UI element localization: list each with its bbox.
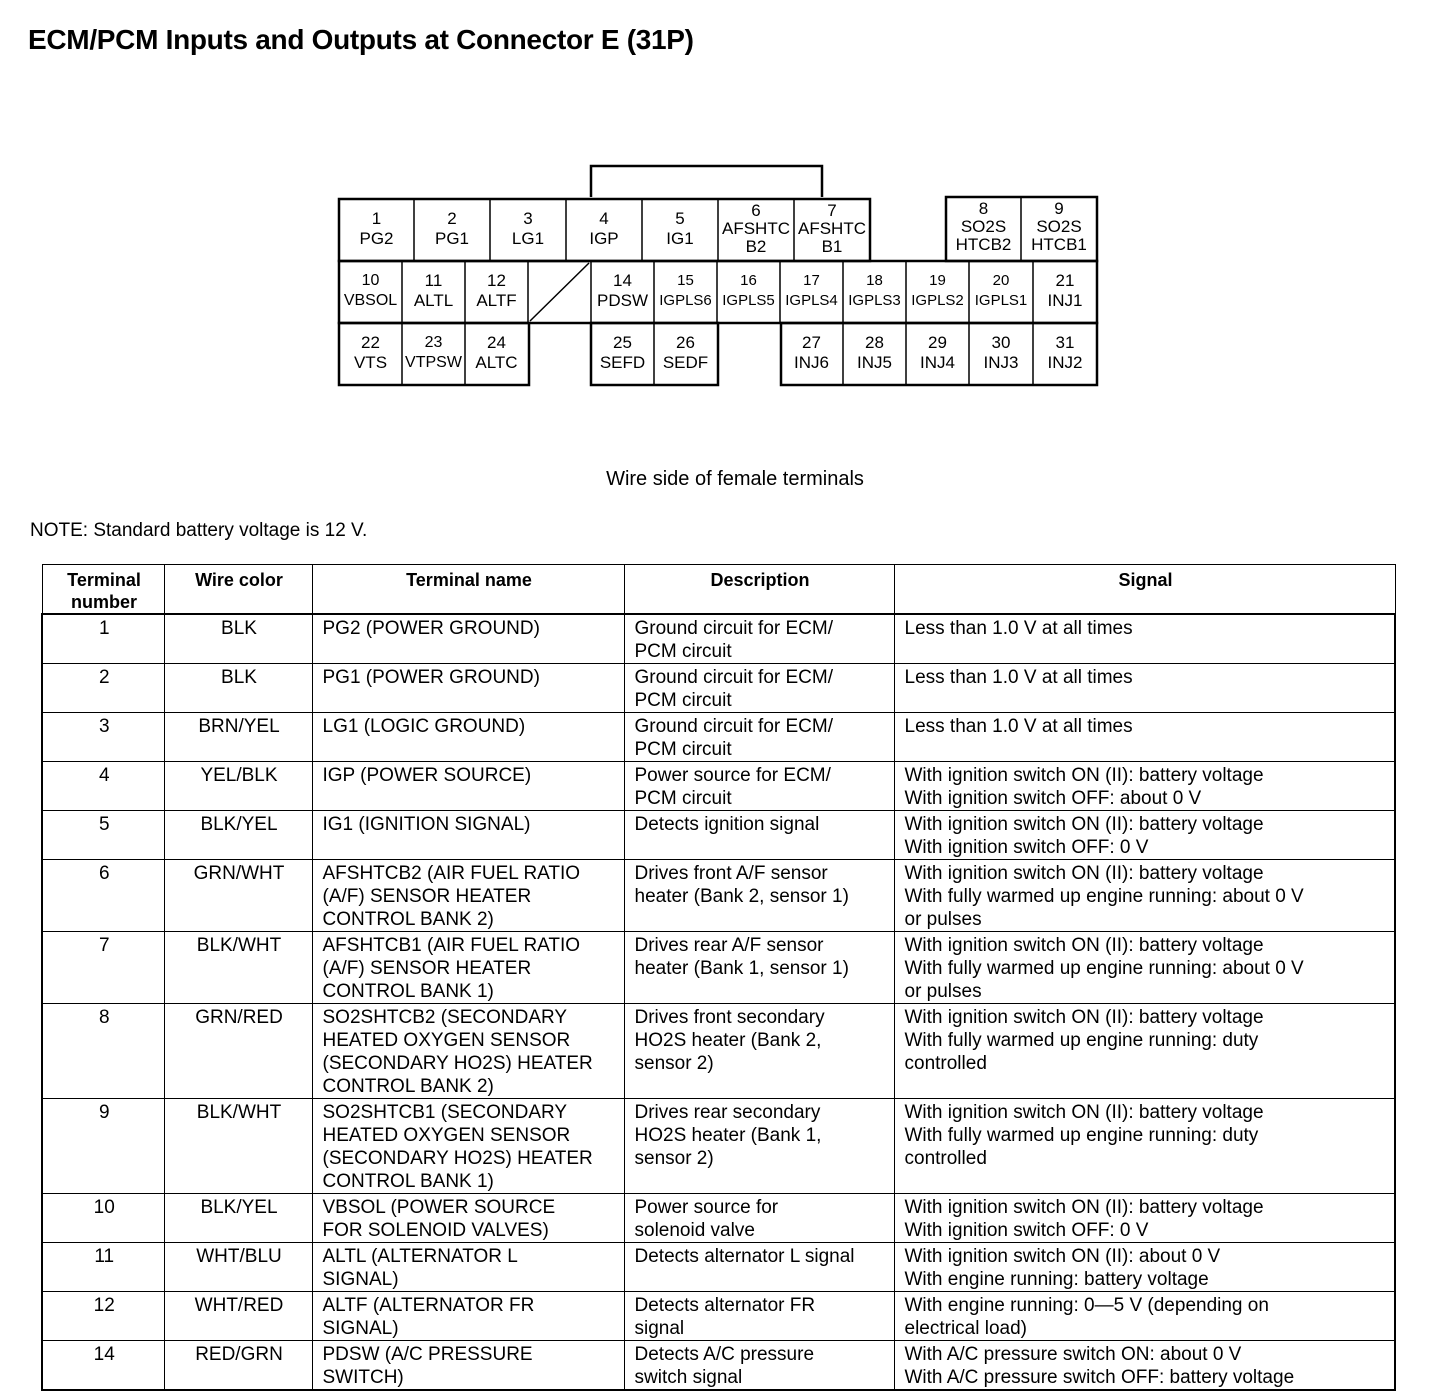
terminal-name-cell: AFSHTCB2 (AIR FUEL RATIO (A/F) SENSOR HEATER CONTROL BANK 2): [312, 860, 624, 932]
table-row: [42, 1341, 1395, 1391]
terminal-signal-table: [41, 564, 1396, 1391]
terminal-number: 23: [424, 334, 443, 351]
terminal-number: 18: [866, 272, 883, 289]
page-title: ECM/PCM Inputs and Outputs at Connector E (31P): [28, 24, 694, 55]
terminal-label: AFSHTC B1: [798, 219, 866, 256]
terminal-label: INJ2: [1047, 353, 1083, 372]
terminal-number-cell: 1: [42, 614, 164, 664]
terminal-number: 7: [827, 201, 837, 220]
terminal-label: INJ3: [983, 353, 1019, 372]
terminal-label: ALTF: [476, 291, 517, 310]
wire-color-cell: BLK/YEL: [164, 1194, 312, 1243]
terminal-label: VTPSW: [405, 354, 462, 371]
description-cell: Drives rear A/F sensor heater (Bank 1, sensor 1): [624, 932, 894, 1004]
terminal-17: [780, 271, 843, 311]
terminal-number-cell: 11: [42, 1243, 164, 1292]
terminal-number: 27: [802, 333, 821, 352]
wire-color-cell: BLK/WHT: [164, 1099, 312, 1194]
terminal-label: IGPLS1: [974, 292, 1028, 309]
terminal-number: 4: [599, 209, 609, 228]
terminal-1: [339, 209, 414, 249]
terminal-name-cell: ALTF (ALTERNATOR FR SIGNAL): [312, 1292, 624, 1341]
signal-cell: With ignition switch ON (II): battery voltage With ignition switch OFF: 0 V: [894, 1194, 1395, 1243]
terminal-31: [1033, 333, 1097, 373]
wire-color-cell: BLK: [164, 614, 312, 664]
signal-cell: With engine running: 0—5 V (depending on electrical load): [894, 1292, 1395, 1341]
terminal-14: [591, 271, 654, 311]
terminal-label: IG1: [666, 229, 694, 248]
terminal-number-cell: 12: [42, 1292, 164, 1341]
terminal-number: 29: [928, 333, 947, 352]
terminal-number: 30: [991, 333, 1011, 352]
terminal-number-cell: 6: [42, 860, 164, 932]
terminal-label: IGPLS5: [722, 292, 775, 309]
terminal-3: [490, 209, 566, 249]
terminal-10: [339, 271, 402, 311]
signal-cell: With ignition switch ON (II): battery voltage With ignition switch OFF: about 0 V: [894, 762, 1395, 811]
table-row: [42, 1292, 1395, 1341]
terminal-number: 8: [978, 199, 989, 218]
terminal-label: SEDF: [662, 353, 709, 372]
terminal-19: [906, 271, 969, 311]
terminal-label: INJ6: [794, 353, 829, 372]
wire-color-cell: BLK/WHT: [164, 932, 312, 1004]
terminal-name-cell: IG1 (IGNITION SIGNAL): [312, 811, 624, 860]
header-signal: Signal: [894, 565, 1395, 615]
signal-cell: With ignition switch ON (II): battery voltage With fully warmed up engine running: duty controlled: [894, 1099, 1395, 1194]
terminal-label: IGPLS4: [785, 292, 838, 309]
header-wire-color: Wire color: [164, 565, 312, 615]
terminal-label: IGPLS2: [911, 292, 964, 309]
terminal-name-cell: PG1 (POWER GROUND): [312, 664, 624, 713]
terminal-label: ALTL: [413, 291, 454, 310]
terminal-number: 14: [613, 271, 632, 290]
description-cell: Power source for ECM/ PCM circuit: [624, 762, 894, 811]
terminal-18: [843, 271, 906, 311]
terminal-number: 6: [751, 201, 761, 220]
description-cell: Drives front A/F sensor heater (Bank 2, sensor 1): [624, 860, 894, 932]
terminal-name-cell: PDSW (A/C PRESSURE SWITCH): [312, 1341, 624, 1391]
description-cell: Ground circuit for ECM/ PCM circuit: [624, 614, 894, 664]
terminal-24: [465, 333, 528, 373]
description-cell: Detects alternator L signal: [624, 1243, 894, 1292]
signal-cell: With A/C pressure switch ON: about 0 V With A/C pressure switch OFF: battery voltage: [894, 1341, 1395, 1391]
terminal-number-cell: 2: [42, 664, 164, 713]
terminal-15: [654, 271, 717, 311]
header-terminal-number: Terminal number: [42, 565, 164, 615]
terminal-label: IGPLS3: [848, 292, 901, 309]
terminal-number: 17: [803, 272, 820, 289]
terminal-number: 28: [865, 333, 884, 352]
terminal-28: [843, 333, 906, 373]
wire-color-cell: RED/GRN: [164, 1341, 312, 1391]
signal-cell: With ignition switch ON (II): battery voltage With fully warmed up engine running: about 0 V or pulses: [894, 932, 1395, 1004]
terminal-label: SO2S HTCB1: [1031, 217, 1087, 254]
description-cell: Detects alternator FR signal: [624, 1292, 894, 1341]
terminal-label: PG1: [434, 229, 470, 248]
terminal-9: [1021, 200, 1097, 254]
terminal-26: [654, 333, 717, 373]
header-terminal-name: Terminal name: [312, 565, 624, 615]
description-cell: Ground circuit for ECM/ PCM circuit: [624, 664, 894, 713]
terminal-23: [402, 333, 465, 373]
terminal-name-cell: AFSHTCB1 (AIR FUEL RATIO (A/F) SENSOR HEATER CONTROL BANK 1): [312, 932, 624, 1004]
table-row: [42, 1243, 1395, 1292]
wire-color-cell: WHT/BLU: [164, 1243, 312, 1292]
table-row: [42, 1004, 1395, 1099]
empty-cavity-mark: [530, 263, 589, 321]
terminal-number: 5: [675, 209, 685, 228]
terminal-number-cell: 14: [42, 1341, 164, 1391]
terminal-label: IGPLS6: [659, 292, 712, 309]
terminal-number-cell: 5: [42, 811, 164, 860]
terminal-11: [402, 271, 465, 311]
terminal-name-cell: LG1 (LOGIC GROUND): [312, 713, 624, 762]
table-header-row: [42, 565, 1395, 615]
wire-color-cell: GRN/WHT: [164, 860, 312, 932]
table-row: [42, 860, 1395, 932]
terminal-label: VTS: [353, 353, 388, 372]
terminal-number: 22: [361, 333, 380, 352]
header-description: Description: [624, 565, 894, 615]
connector-caption: Wire side of female terminals: [606, 468, 864, 490]
signal-cell: With ignition switch ON (II): battery voltage With ignition switch OFF: 0 V: [894, 811, 1395, 860]
terminal-number: 11: [424, 271, 443, 290]
description-cell: Drives rear secondary HO2S heater (Bank 1, sensor 2): [624, 1099, 894, 1194]
terminal-name-cell: SO2SHTCB1 (SECONDARY HEATED OXYGEN SENSOR (SECONDARY HO2S) HEATER CONTROL BANK 1): [312, 1099, 624, 1194]
table-row: [42, 811, 1395, 860]
terminal-number: 25: [613, 333, 632, 352]
terminal-21: [1033, 271, 1097, 311]
signal-cell: Less than 1.0 V at all times: [894, 664, 1395, 713]
wire-color-cell: BRN/YEL: [164, 713, 312, 762]
terminal-number: 26: [676, 333, 695, 352]
terminal-label: SO2S HTCB2: [955, 217, 1012, 254]
wire-color-cell: WHT/RED: [164, 1292, 312, 1341]
description-cell: Detects ignition signal: [624, 811, 894, 860]
signal-cell: With ignition switch ON (II): battery voltage With fully warmed up engine running: about 0 V or pulses: [894, 860, 1395, 932]
wire-color-cell: GRN/RED: [164, 1004, 312, 1099]
terminal-name-cell: VBSOL (POWER SOURCE FOR SOLENOID VALVES): [312, 1194, 624, 1243]
terminal-number: 1: [371, 209, 382, 228]
terminal-16: [717, 271, 780, 311]
terminal-name-cell: SO2SHTCB2 (SECONDARY HEATED OXYGEN SENSOR (SECONDARY HO2S) HEATER CONTROL BANK 2): [312, 1004, 624, 1099]
terminal-30: [969, 333, 1033, 373]
table-row: [42, 664, 1395, 713]
terminal-number: 31: [1055, 333, 1075, 352]
terminal-label: PG2: [359, 229, 394, 248]
signal-cell: With ignition switch ON (II): battery voltage With fully warmed up engine running: duty controlled: [894, 1004, 1395, 1099]
terminal-25: [591, 333, 654, 373]
terminal-number-cell: 7: [42, 932, 164, 1004]
table-row: [42, 762, 1395, 811]
voltage-note: NOTE: Standard battery voltage is 12 V.: [30, 520, 368, 541]
terminal-7: [794, 202, 870, 256]
terminal-5: [642, 209, 718, 249]
terminal-number-cell: 9: [42, 1099, 164, 1194]
description-cell: Drives front secondary HO2S heater (Bank 2, sensor 2): [624, 1004, 894, 1099]
terminal-name-cell: IGP (POWER SOURCE): [312, 762, 624, 811]
terminal-name-cell: PG2 (POWER GROUND): [312, 614, 624, 664]
wire-color-cell: BLK: [164, 664, 312, 713]
terminal-29: [906, 333, 969, 373]
terminal-label: IGP: [589, 229, 619, 248]
connector-diagram: [0, 0, 1440, 470]
description-cell: Detects A/C pressure switch signal: [624, 1341, 894, 1391]
terminal-12: [465, 271, 528, 311]
terminal-label: VBSOL: [343, 292, 398, 309]
terminal-label: LG1: [511, 229, 545, 248]
description-cell: Ground circuit for ECM/ PCM circuit: [624, 713, 894, 762]
terminal-27: [780, 333, 843, 373]
terminal-number: 3: [523, 209, 533, 228]
terminal-number-cell: 4: [42, 762, 164, 811]
terminal-number: 15: [677, 272, 694, 289]
terminal-number: 24: [487, 333, 506, 352]
terminal-number: 2: [447, 209, 457, 228]
signal-cell: Less than 1.0 V at all times: [894, 614, 1395, 664]
terminal-number: 9: [1054, 199, 1064, 218]
terminal-label: AFSHTC B2: [722, 219, 790, 256]
wire-color-cell: YEL/BLK: [164, 762, 312, 811]
terminal-label: INJ1: [1047, 291, 1083, 310]
signal-cell: With ignition switch ON (II): about 0 V With engine running: battery voltage: [894, 1243, 1395, 1292]
terminal-number-cell: 3: [42, 713, 164, 762]
table-row: [42, 713, 1395, 762]
table-row: [42, 932, 1395, 1004]
terminal-8: [946, 200, 1021, 254]
terminal-number-cell: 8: [42, 1004, 164, 1099]
terminal-number: 21: [1055, 271, 1075, 290]
terminal-label: PDSW: [597, 291, 648, 310]
table-row: [42, 614, 1395, 664]
terminal-number: 19: [929, 272, 946, 289]
terminal-4: [566, 209, 642, 249]
terminal-number: 12: [487, 271, 506, 290]
terminal-20: [969, 271, 1033, 311]
table-row: [42, 1099, 1395, 1194]
terminal-number-cell: 10: [42, 1194, 164, 1243]
terminal-number: 20: [992, 272, 1010, 289]
connector-lock-tab: [591, 166, 822, 197]
terminal-number: 10: [361, 272, 380, 289]
terminal-22: [339, 333, 402, 373]
terminal-label: ALTC: [475, 353, 518, 372]
terminal-label: INJ4: [920, 353, 955, 372]
terminal-label: SEFD: [599, 353, 646, 372]
table-row: [42, 1194, 1395, 1243]
signal-cell: Less than 1.0 V at all times: [894, 713, 1395, 762]
wire-color-cell: BLK/YEL: [164, 811, 312, 860]
terminal-name-cell: ALTL (ALTERNATOR L SIGNAL): [312, 1243, 624, 1292]
terminal-label: INJ5: [857, 353, 892, 372]
terminal-2: [414, 209, 490, 249]
terminal-6: [718, 202, 794, 256]
description-cell: Power source for solenoid valve: [624, 1194, 894, 1243]
terminal-number: 16: [740, 272, 757, 289]
